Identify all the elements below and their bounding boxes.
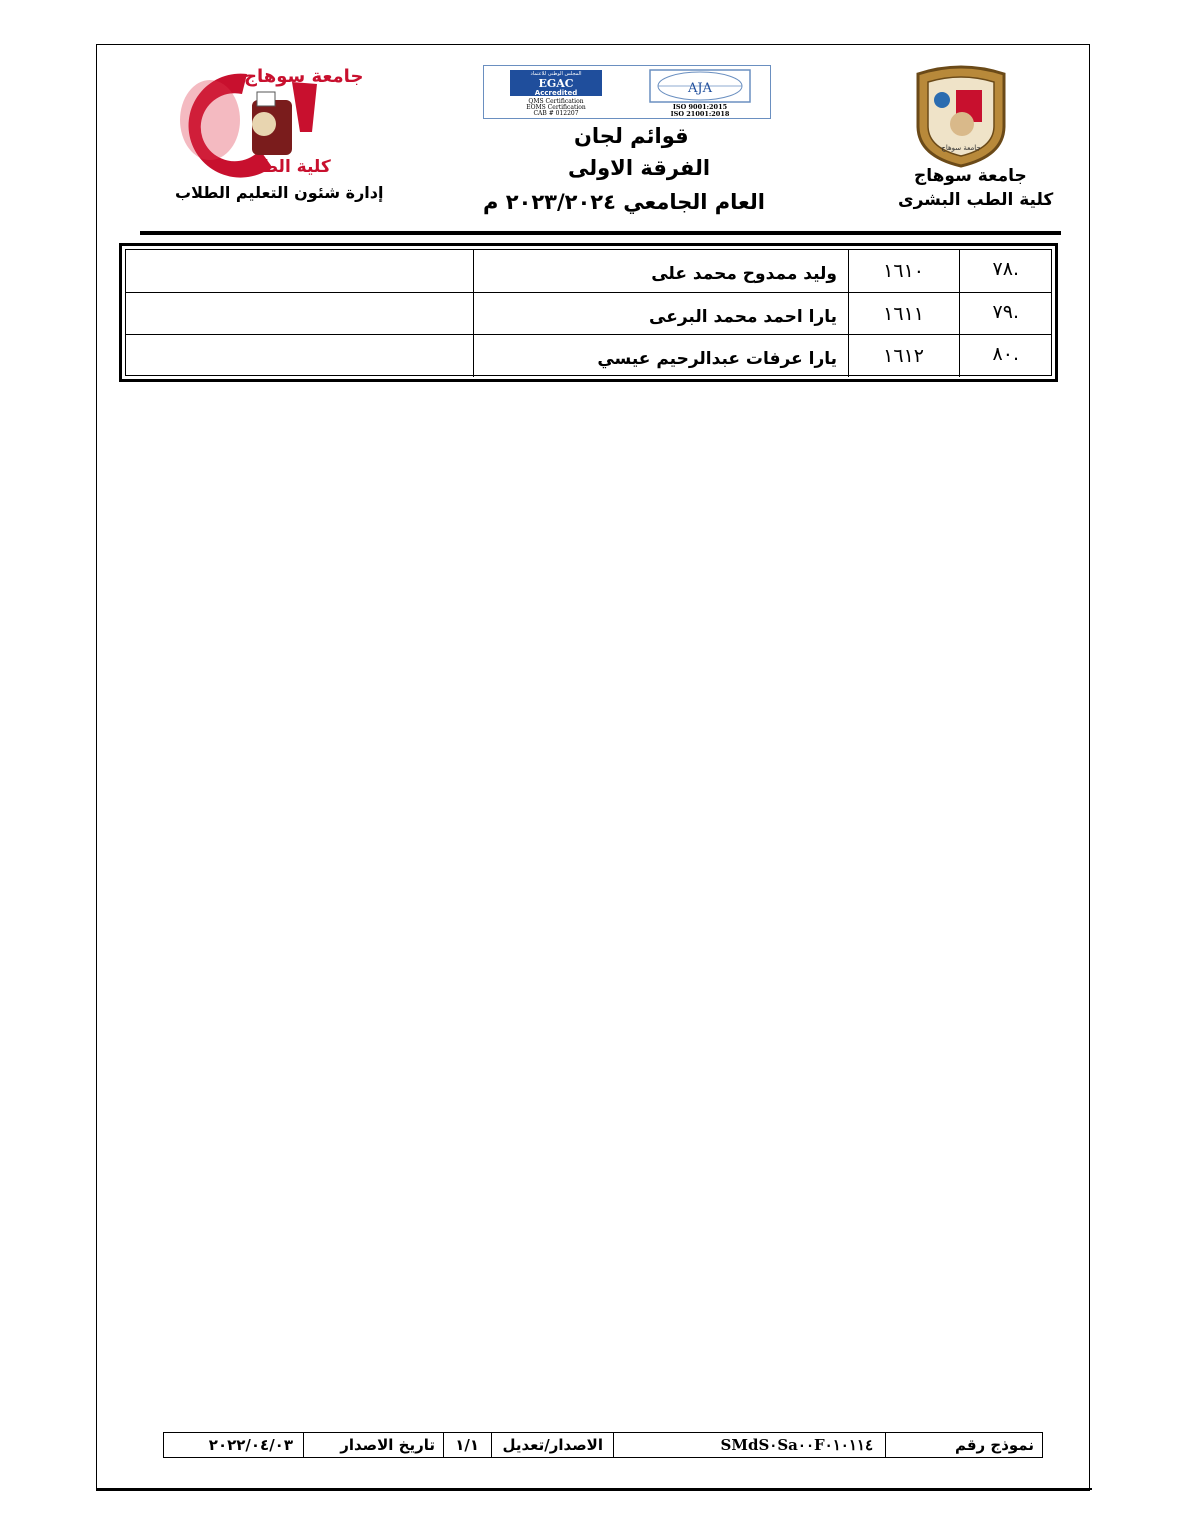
issue-value: ١/١ (455, 1436, 479, 1454)
level-title: الفرقة الاولى (568, 156, 711, 180)
header-divider (140, 231, 1061, 235)
student-name-cell (473, 293, 849, 335)
issue-date-label-cell (305, 1433, 443, 1457)
students-table (119, 243, 1058, 382)
seat-number: ١٦١٢ (883, 345, 924, 367)
row-index-cell (959, 335, 1051, 377)
issue-value-cell (445, 1433, 491, 1457)
egac-status: Accredited (534, 89, 578, 97)
blank-cell (126, 293, 473, 335)
egac-arabic-text: المجلس الوطنى للاعتماد (530, 71, 582, 77)
university-seal-logo (906, 64, 1016, 168)
university-seal-text: جامعة سوهاج (941, 144, 981, 152)
table-row (126, 292, 1051, 335)
form-number-label-cell (886, 1433, 1042, 1457)
row-index-cell (959, 293, 1051, 335)
faculty-name: كلية الطب البشرى (898, 190, 1054, 210)
seat-number-cell (848, 335, 960, 377)
egac-name: EGAC (538, 77, 574, 90)
seat-number: ١٦١٠ (883, 260, 924, 282)
row-index: .٧٨ (992, 258, 1019, 280)
egac-line-2: EOMS Certification (526, 104, 586, 111)
aja-iso-1: ISO 9001:2015 (672, 103, 728, 111)
issue-date: ٢٠٢٢/٠٤/٠٣ (208, 1436, 293, 1454)
table-row (126, 334, 1051, 377)
seat-number-cell (848, 250, 960, 292)
egac-logo (488, 68, 624, 116)
student-name-cell (473, 250, 849, 292)
issue-date-label: تاريخ الاصدار (340, 1436, 435, 1454)
issue-label-cell (493, 1433, 613, 1457)
page-frame-bottom-edge (96, 1488, 1092, 1490)
issue-date-cell (164, 1433, 303, 1457)
seat-number-cell (848, 293, 960, 335)
egac-line-1: QMS Certification (528, 98, 584, 105)
academic-year: العام الجامعي ٢٠٢٣/٢٠٢٤ م (483, 190, 765, 214)
issue-label: الاصدار/تعديل (502, 1436, 603, 1454)
egac-line-3: CAB # 012207 (533, 110, 579, 117)
form-number-label: نموذج رقم (954, 1436, 1034, 1454)
student-name: يارا احمد محمد البرعى (649, 307, 837, 327)
aja-logo (634, 68, 766, 116)
table-row (126, 250, 1051, 292)
blank-cell (126, 335, 473, 377)
faculty-logo-text-top: جامعة سوهاج (244, 66, 364, 87)
row-index: .٨٠ (992, 343, 1019, 365)
row-index: .٧٩ (992, 301, 1019, 323)
form-number: SMdS٠Sa٠٠F٠١٠١١٤ (720, 1436, 873, 1454)
aja-iso-2: ISO 21001:2018 (670, 110, 730, 118)
row-index-cell (959, 250, 1051, 292)
form-number-cell (615, 1433, 885, 1457)
student-name: وليد ممدوح محمد على (651, 264, 837, 284)
department-name: إدارة شئون التعليم الطلاب (175, 183, 384, 202)
form-footer (163, 1432, 1043, 1458)
student-name: يارا عرفات عبدالرحيم عيسي (597, 349, 837, 369)
faculty-logo (152, 62, 364, 182)
aja-name: AJA (688, 81, 712, 96)
blank-cell (126, 250, 473, 292)
faculty-logo-text-bottom: كلية الطب (244, 157, 331, 177)
seat-number: ١٦١١ (883, 303, 924, 325)
page-title: قوائم لجان (574, 124, 689, 148)
certification-badges (483, 65, 771, 119)
university-name: جامعة سوهاج (914, 166, 1027, 186)
student-name-cell (473, 335, 849, 377)
